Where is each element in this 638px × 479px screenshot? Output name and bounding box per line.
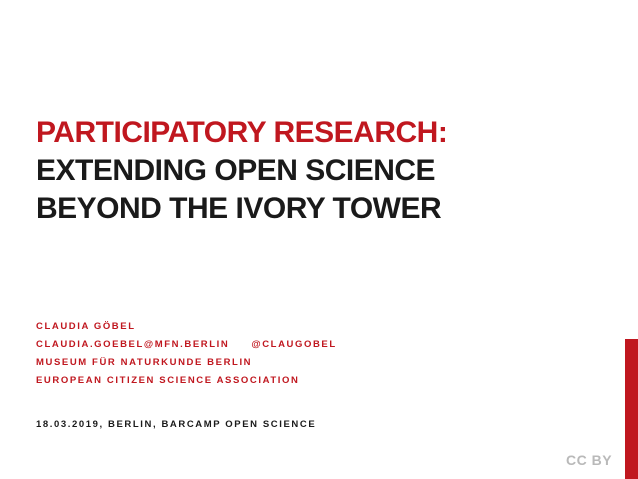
author-email: CLAUDIA.GOEBEL@MFN.BERLIN — [36, 339, 230, 350]
author-info — [36, 318, 337, 390]
accent-bar — [625, 339, 638, 479]
title-line-3: BEYOND THE IVORY TOWER — [36, 192, 442, 225]
author-institution: MUSEUM FÜR NATURKUNDE BERLIN — [36, 357, 253, 368]
title-line-1: PARTICIPATORY RESEARCH: — [36, 116, 448, 149]
author-name: CLAUDIA GÖBEL — [36, 321, 136, 332]
event-info: 18.03.2019, BERLIN, BARCAMP OPEN SCIENCE — [36, 419, 317, 430]
author-contact-row — [36, 336, 337, 354]
slide-title — [36, 114, 596, 228]
license-label: CC BY — [566, 452, 613, 468]
author-handle: @CLAUGOBEL — [251, 339, 337, 350]
title-line-2: EXTENDING OPEN SCIENCE — [36, 154, 436, 187]
author-association: EUROPEAN CITIZEN SCIENCE ASSOCIATION — [36, 375, 300, 386]
